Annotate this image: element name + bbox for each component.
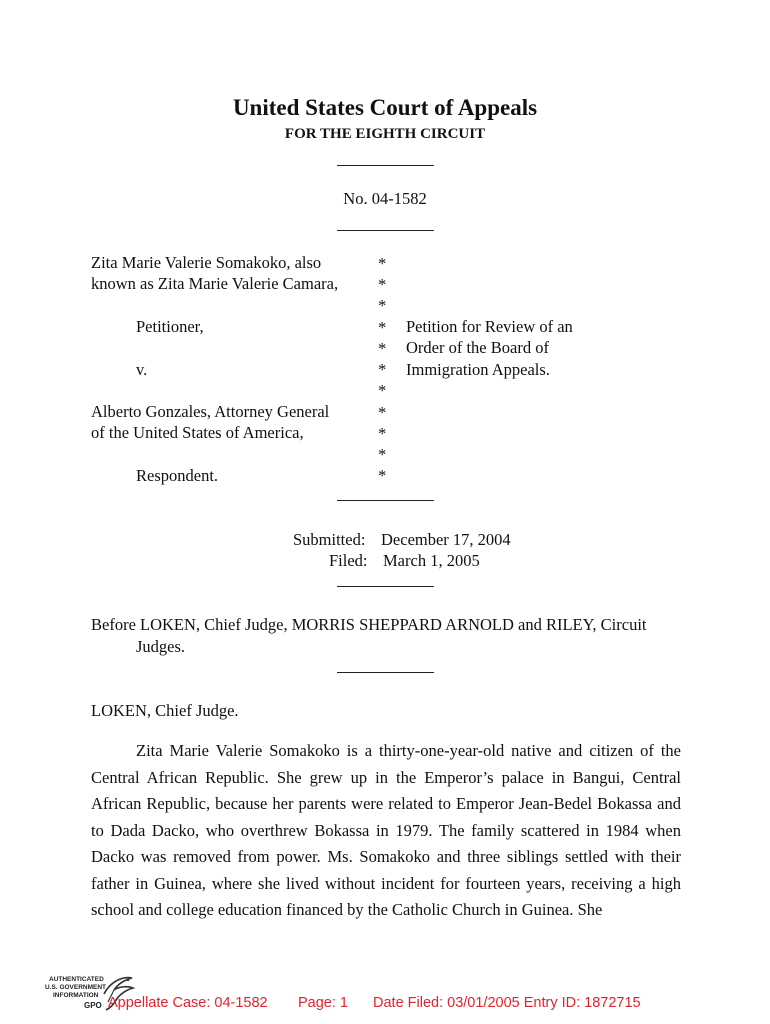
opinion-author: LOKEN, Chief Judge. <box>91 701 239 720</box>
divider-rule <box>337 230 434 231</box>
caption-star: * <box>378 275 387 294</box>
divider-rule <box>337 165 434 166</box>
caption-star: * <box>378 339 387 358</box>
caption-star: * <box>378 445 387 464</box>
caption-star: * <box>378 318 387 337</box>
page-title: United States Court of Appeals <box>232 95 538 120</box>
caption-star: * <box>378 466 387 485</box>
respondent-name-line2: of the United States of America, <box>91 423 304 442</box>
nature-of-proceeding-line1: Petition for Review of an <box>406 317 573 336</box>
nature-of-proceeding-line2: Order of the Board of <box>406 338 549 357</box>
submitted-label: Submitted: <box>293 530 366 549</box>
divider-rule <box>337 586 434 587</box>
versus: v. <box>136 360 148 379</box>
gpo-logo-text-line3: INFORMATION <box>53 992 99 999</box>
caption-star: * <box>378 381 387 400</box>
respondent-role: Respondent. <box>136 466 219 485</box>
divider-rule <box>337 500 434 501</box>
footer-appellate-case: Appellate Case: 04-1582 <box>108 995 268 1011</box>
filed-label: Filed: <box>329 551 368 570</box>
caption-star: * <box>378 424 387 443</box>
footer-date-filed: Date Filed: 03/01/2005 Entry ID: 1872715 <box>373 995 641 1011</box>
nature-of-proceeding-line3: Immigration Appeals. <box>406 360 550 379</box>
panel-line1: Before LOKEN, Chief Judge, MORRIS SHEPPARD ARNOLD and RILEY, Circuit <box>91 615 647 634</box>
caption-star: * <box>378 403 387 422</box>
respondent-name-line1: Alberto Gonzales, Attorney General <box>91 402 330 421</box>
gpo-logo-text-line1: AUTHENTICATED <box>49 976 104 983</box>
gpo-logo-text-line2: U.S. GOVERNMENT <box>45 984 107 991</box>
petitioner-name-line1: Zita Marie Valerie Somakoko, also <box>91 253 322 272</box>
panel-line2: Judges. <box>136 637 186 656</box>
petitioner-role: Petitioner, <box>136 317 204 336</box>
gpo-logo-mark-text: GPO <box>84 1001 102 1010</box>
opinion-paragraph: Zita Marie Valerie Somakoko is a thirty-one-year-old native and citizen of the Central African Republic. She grew up in the Emperor’s palace in Bangui, Central African Republic, because her parents were related to Emperor Jean-Bedel Bokassa and to Dada Dacko, who overthrew Bokassa in 1979. The family scattered in 1984 when Dacko was removed from power. Ms. Somakoko and three siblings settled with their father in Guinea, where she lived without incident for fourteen years, receiving a high school and college education financed by the Catholic Church in Guinea. She <box>91 741 681 919</box>
case-number: No. 04-1582 <box>343 189 427 208</box>
submitted-date: December 17, 2004 <box>381 530 511 549</box>
caption-star: * <box>378 296 387 315</box>
footer-page-number: Page: 1 <box>298 995 348 1011</box>
caption-star: * <box>378 254 387 273</box>
caption-star: * <box>378 360 387 379</box>
divider-rule <box>337 672 434 673</box>
filed-date: March 1, 2005 <box>383 551 480 570</box>
petitioner-name-line2: known as Zita Marie Valerie Camara, <box>91 274 339 293</box>
circuit-subtitle: FOR THE EIGHTH CIRCUIT <box>284 126 486 142</box>
